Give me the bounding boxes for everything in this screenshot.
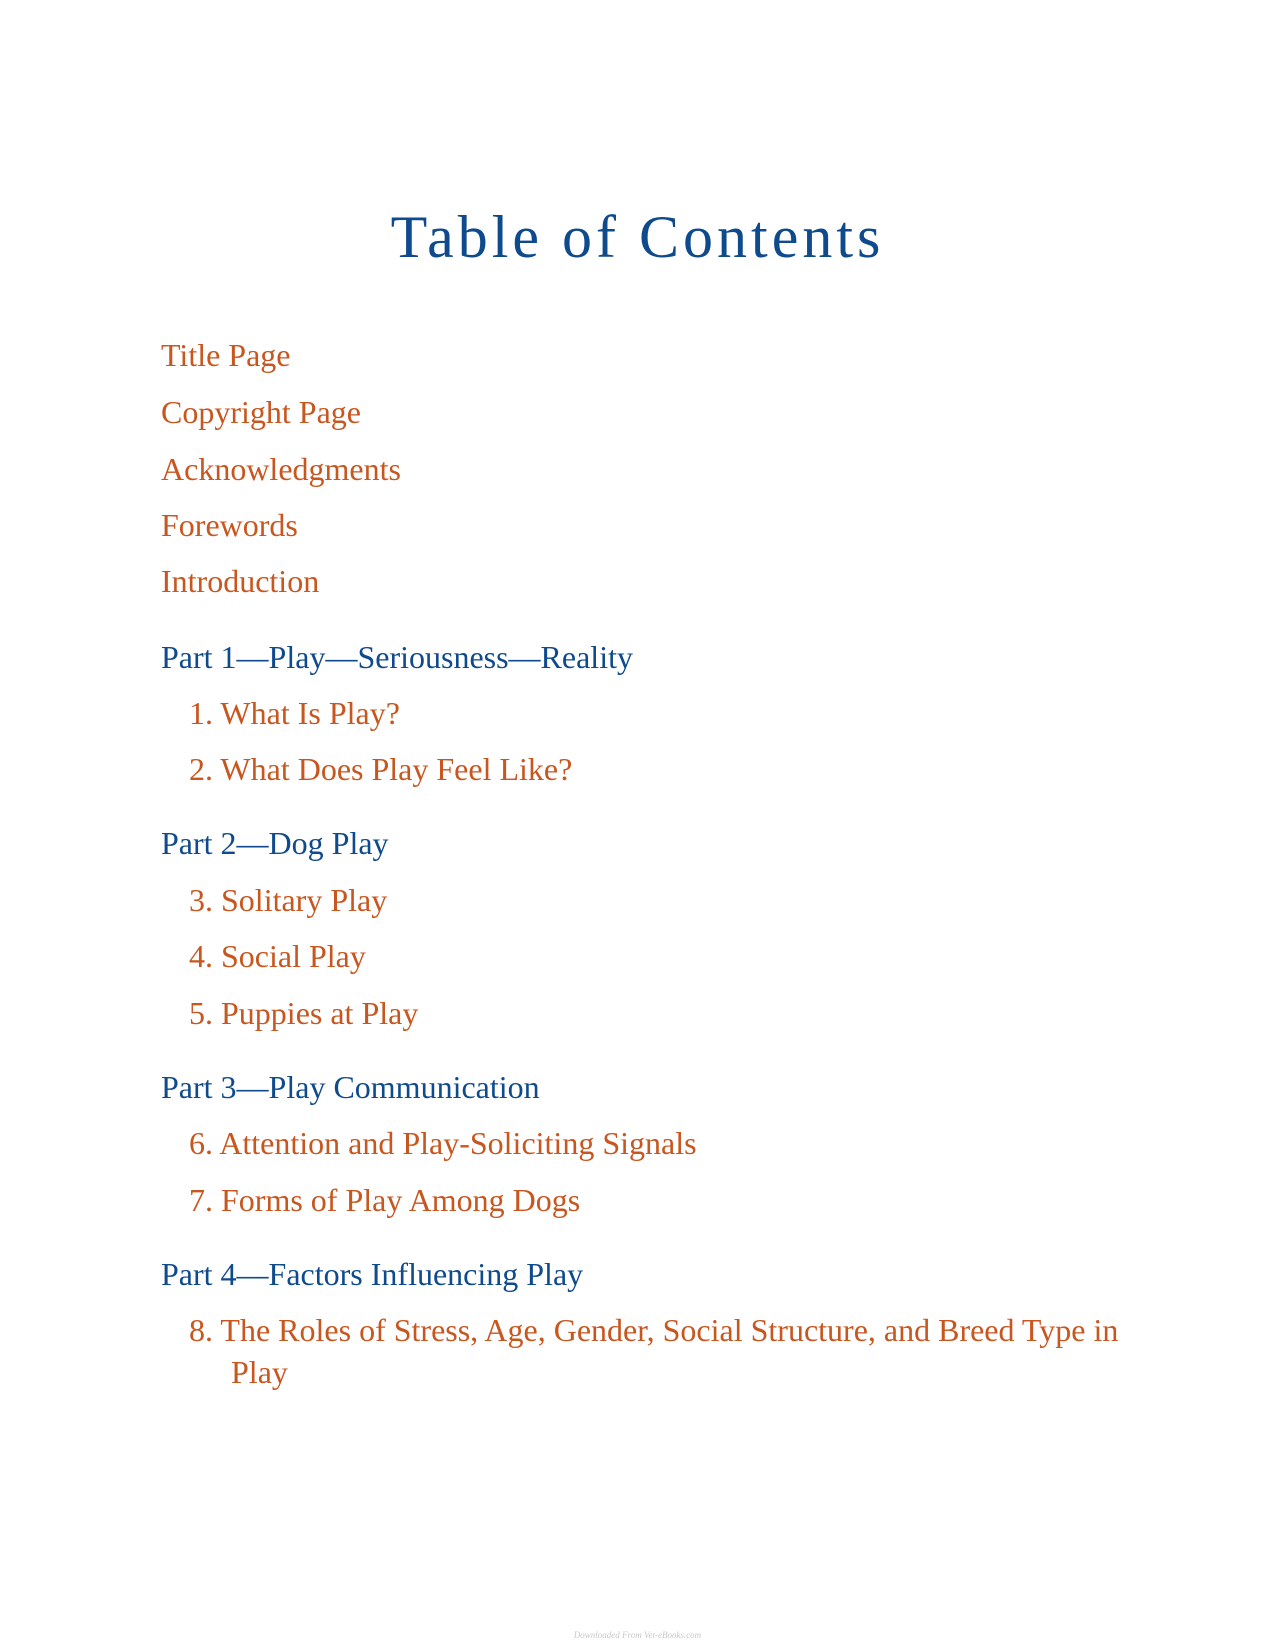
toc-chapter-3[interactable]: 3. Solitary Play bbox=[189, 882, 388, 918]
toc-chapter-7[interactable]: 7. Forms of Play Among Dogs bbox=[189, 1182, 581, 1218]
toc-link-forewords[interactable]: Forewords bbox=[161, 507, 298, 543]
toc-link-introduction[interactable]: Introduction bbox=[161, 563, 320, 599]
toc-chapter-2[interactable]: 2. What Does Play Feel Like? bbox=[189, 751, 573, 787]
download-watermark: Downloaded From Vet-eBooks.com bbox=[573, 1630, 702, 1640]
toc-part-3[interactable]: Part 3—Play Communication bbox=[161, 1069, 540, 1105]
toc-chapter-6[interactable]: 6. Attention and Play-Soliciting Signals bbox=[189, 1125, 697, 1161]
toc-chapter-5[interactable]: 5. Puppies at Play bbox=[189, 995, 419, 1031]
toc-link-acknowledgments[interactable]: Acknowledgments bbox=[161, 451, 401, 487]
toc-part-4[interactable]: Part 4—Factors Influencing Play bbox=[161, 1256, 584, 1292]
toc-chapter-4[interactable]: 4. Social Play bbox=[189, 938, 366, 974]
page-title: Table of Contents bbox=[390, 204, 885, 270]
toc-chapter-8[interactable]: 8. The Roles of Stress, Age, Gender, Social Structure, and Breed Type in Play bbox=[189, 1312, 1119, 1390]
toc-part-2[interactable]: Part 2—Dog Play bbox=[161, 825, 389, 861]
toc-link-copyright-page[interactable]: Copyright Page bbox=[161, 394, 361, 430]
toc-part-1[interactable]: Part 1—Play—Seriousness—Reality bbox=[161, 639, 633, 675]
toc-chapter-1[interactable]: 1. What Is Play? bbox=[189, 695, 400, 731]
toc-link-title-page[interactable]: Title Page bbox=[161, 337, 291, 373]
